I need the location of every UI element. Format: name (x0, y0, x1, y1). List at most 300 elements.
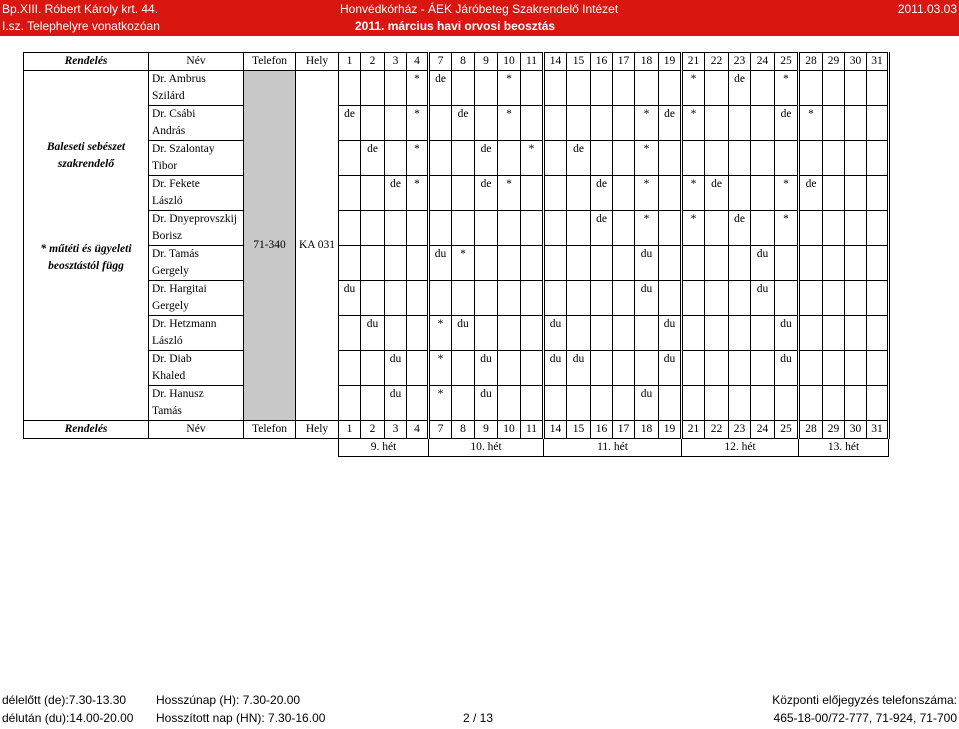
shift-cell (729, 106, 751, 124)
shift-cell: * (452, 246, 475, 264)
doctor-name: Gergely (149, 263, 244, 281)
shift-cell (613, 176, 635, 194)
shift-cell (823, 176, 845, 194)
shift-cell (544, 281, 567, 299)
shift-cell (452, 403, 475, 421)
shift-cell: * (407, 106, 429, 124)
shift-cell: du (775, 351, 799, 369)
shift-cell (498, 158, 521, 176)
shift-cell (682, 158, 705, 176)
shift-cell (475, 228, 498, 246)
header-telefon: Telefon (244, 53, 296, 71)
shift-cell (385, 158, 407, 176)
shift-cell (339, 141, 361, 159)
shift-cell (591, 158, 613, 176)
shift-cell (591, 123, 613, 141)
shift-cell (751, 351, 775, 369)
shift-cell (659, 246, 682, 264)
shift-cell (544, 141, 567, 159)
shift-cell (682, 403, 705, 421)
shift-cell (845, 333, 867, 351)
header-telefon-footer: Telefon (244, 421, 296, 439)
day-header: 30 (845, 53, 867, 71)
shift-cell (867, 368, 889, 386)
department-name: szakrendelő (57, 158, 115, 170)
shift-cell (845, 211, 867, 229)
day-header: 17 (613, 53, 635, 71)
shift-cell (659, 368, 682, 386)
shift-cell (521, 123, 544, 141)
shift-cell (867, 106, 889, 124)
shift-cell (385, 403, 407, 421)
shift-cell (823, 158, 845, 176)
shift-cell (521, 158, 544, 176)
shift-cell (452, 368, 475, 386)
shift-cell: de (799, 176, 823, 194)
shift-cell (751, 228, 775, 246)
shift-cell (823, 246, 845, 264)
week-label: 11. hét (544, 439, 682, 457)
day-header-footer: 1 (339, 421, 361, 439)
shift-cell (635, 193, 659, 211)
shift-cell (407, 228, 429, 246)
shift-cell (823, 211, 845, 229)
shift-cell (775, 228, 799, 246)
day-header: 10 (498, 53, 521, 71)
doctor-name: Dr. Fekete (149, 176, 244, 194)
shift-cell (407, 316, 429, 334)
shift-cell (567, 263, 591, 281)
shift-cell (361, 368, 385, 386)
shift-cell (452, 141, 475, 159)
shift-cell (591, 141, 613, 159)
shift-cell (544, 176, 567, 194)
day-header: 21 (682, 53, 705, 71)
shift-cell (339, 211, 361, 229)
shift-cell (729, 141, 751, 159)
shift-cell: du (659, 316, 682, 334)
doctor-name: László (149, 333, 244, 351)
shift-cell (775, 386, 799, 404)
day-header-footer: 2 (361, 421, 385, 439)
shift-cell: * (521, 141, 544, 159)
shift-cell (867, 246, 889, 264)
shift-cell (613, 403, 635, 421)
shift-cell (475, 298, 498, 316)
legend-extended-day: Hosszított nap (HN): 7.30-16.00 (156, 711, 326, 725)
shift-cell (385, 246, 407, 264)
shift-cell (521, 368, 544, 386)
shift-cell (385, 106, 407, 124)
shift-cell (823, 88, 845, 106)
legend-afternoon: délután (du):14.00-20.00 (2, 711, 134, 725)
shift-cell (845, 123, 867, 141)
shift-cell (521, 351, 544, 369)
shift-cell (867, 141, 889, 159)
shift-cell (544, 386, 567, 404)
shift-cell (751, 193, 775, 211)
shift-cell (591, 368, 613, 386)
shift-cell (823, 71, 845, 89)
shift-cell (659, 71, 682, 89)
shift-cell (429, 281, 452, 299)
shift-cell (339, 316, 361, 334)
shift-cell (475, 106, 498, 124)
shift-cell (845, 351, 867, 369)
shift-cell: * (635, 106, 659, 124)
shift-cell: de (705, 176, 729, 194)
shift-cell (751, 123, 775, 141)
shift-cell (682, 316, 705, 334)
shift-cell: * (775, 71, 799, 89)
shift-cell (775, 158, 799, 176)
shift-cell (591, 246, 613, 264)
shift-cell (475, 281, 498, 299)
shift-cell: * (407, 71, 429, 89)
shift-cell (659, 333, 682, 351)
shift-cell (385, 71, 407, 89)
shift-cell (775, 298, 799, 316)
day-header: 25 (775, 53, 799, 71)
day-header: 15 (567, 53, 591, 71)
shift-cell (867, 403, 889, 421)
shift-cell (429, 106, 452, 124)
scope: I.sz. Telephelyre vonatkozóan (2, 19, 160, 33)
shift-cell (339, 176, 361, 194)
shift-cell (361, 403, 385, 421)
shift-cell (475, 193, 498, 211)
shift-cell (823, 351, 845, 369)
shift-cell (845, 106, 867, 124)
day-header-footer: 9 (475, 421, 498, 439)
shift-cell (385, 298, 407, 316)
day-header-footer: 3 (385, 421, 407, 439)
shift-cell (845, 228, 867, 246)
shift-cell (544, 246, 567, 264)
shift-cell (751, 106, 775, 124)
day-header-footer: 11 (521, 421, 544, 439)
shift-cell (361, 158, 385, 176)
shift-cell (452, 263, 475, 281)
shift-cell (498, 351, 521, 369)
shift-cell (498, 123, 521, 141)
shift-cell (339, 228, 361, 246)
shift-cell (407, 403, 429, 421)
shift-cell (799, 228, 823, 246)
shift-cell: du (385, 351, 407, 369)
doctor-name: Khaled (149, 368, 244, 386)
shift-cell (339, 403, 361, 421)
shift-cell: du (361, 316, 385, 334)
shift-cell (498, 246, 521, 264)
shift-cell (591, 316, 613, 334)
shift-cell (339, 333, 361, 351)
shift-cell (613, 71, 635, 89)
shift-cell (429, 403, 452, 421)
shift-cell (799, 123, 823, 141)
shift-cell (475, 263, 498, 281)
shift-cell (429, 88, 452, 106)
shift-cell (361, 106, 385, 124)
shift-cell: du (475, 351, 498, 369)
shift-cell: * (429, 386, 452, 404)
week-label: 10. hét (429, 439, 544, 457)
shift-cell (845, 298, 867, 316)
day-header-footer: 4 (407, 421, 429, 439)
doctor-name: Dr. Ambrus (149, 71, 244, 89)
shift-cell: du (751, 281, 775, 299)
shift-cell (475, 403, 498, 421)
day-header: 3 (385, 53, 407, 71)
shift-cell: du (659, 351, 682, 369)
shift-cell (591, 106, 613, 124)
shift-cell (635, 298, 659, 316)
day-header-footer: 29 (823, 421, 845, 439)
shift-cell (799, 403, 823, 421)
shift-cell: de (339, 106, 361, 124)
doctor-name: László (149, 193, 244, 211)
shift-cell (705, 333, 729, 351)
shift-cell (799, 281, 823, 299)
shift-cell (475, 246, 498, 264)
shift-cell (544, 298, 567, 316)
shift-cell (591, 351, 613, 369)
shift-cell (361, 386, 385, 404)
shift-cell (429, 263, 452, 281)
shift-cell (635, 228, 659, 246)
shift-cell: du (544, 351, 567, 369)
shift-cell (845, 141, 867, 159)
shift-cell (823, 333, 845, 351)
doctor-name: Dr. Dnyeprovszkij (149, 211, 244, 229)
day-header: 22 (705, 53, 729, 71)
shift-cell (705, 71, 729, 89)
legend-long-day: Hosszúnap (H): 7.30-20.00 (156, 693, 301, 707)
shift-cell: de (729, 211, 751, 229)
shift-cell (429, 298, 452, 316)
shift-cell (521, 176, 544, 194)
shift-cell (775, 246, 799, 264)
shift-cell (567, 316, 591, 334)
shift-cell (659, 281, 682, 299)
shift-cell (659, 193, 682, 211)
shift-cell: du (567, 351, 591, 369)
shift-cell (452, 351, 475, 369)
shift-cell (823, 141, 845, 159)
schedule-note: beosztástól függ (48, 260, 124, 272)
shift-cell (659, 176, 682, 194)
shift-cell (567, 123, 591, 141)
shift-cell (385, 333, 407, 351)
shift-cell (567, 333, 591, 351)
day-header: 7 (429, 53, 452, 71)
booking-numbers: 465-18-00/72-777, 71-924, 71-700 (773, 711, 957, 725)
day-header-footer: 28 (799, 421, 823, 439)
shift-cell (751, 88, 775, 106)
department-name: Baleseti sebészet (46, 141, 126, 153)
shift-cell (635, 403, 659, 421)
shift-cell (385, 211, 407, 229)
shift-cell (452, 158, 475, 176)
shift-cell (705, 228, 729, 246)
shift-cell (452, 281, 475, 299)
shift-cell (823, 316, 845, 334)
shift-cell (775, 263, 799, 281)
header-hely: Hely (296, 53, 339, 71)
shift-cell (452, 193, 475, 211)
shift-cell (845, 316, 867, 334)
shift-cell (407, 123, 429, 141)
shift-cell (544, 228, 567, 246)
shift-cell (729, 263, 751, 281)
shift-cell (498, 316, 521, 334)
day-header-footer: 19 (659, 421, 682, 439)
shift-cell (475, 316, 498, 334)
shift-cell (613, 211, 635, 229)
shift-cell (613, 228, 635, 246)
shift-cell (635, 158, 659, 176)
header-nev: Név (149, 53, 244, 71)
shift-cell (613, 351, 635, 369)
shift-cell (567, 246, 591, 264)
shift-cell (613, 141, 635, 159)
shift-cell (682, 141, 705, 159)
shift-cell (705, 403, 729, 421)
shift-cell (613, 106, 635, 124)
shift-cell: de (591, 211, 613, 229)
day-header: 4 (407, 53, 429, 71)
shift-cell (845, 88, 867, 106)
shift-cell (867, 298, 889, 316)
shift-cell (429, 368, 452, 386)
shift-cell: de (729, 71, 751, 89)
shift-cell (705, 211, 729, 229)
shift-cell (867, 386, 889, 404)
shift-cell (705, 193, 729, 211)
shift-cell (498, 298, 521, 316)
shift-cell: de (659, 106, 682, 124)
day-header-footer: 31 (867, 421, 889, 439)
shift-cell (635, 123, 659, 141)
shift-cell (544, 368, 567, 386)
phone-number: 71-340 (253, 239, 286, 251)
shift-cell (407, 351, 429, 369)
shift-cell (751, 158, 775, 176)
header-rendeles: Rendelés (24, 53, 149, 71)
shift-cell: * (799, 106, 823, 124)
shift-cell (567, 193, 591, 211)
shift-cell (729, 351, 751, 369)
shift-cell (682, 193, 705, 211)
shift-cell (867, 263, 889, 281)
shift-cell (361, 88, 385, 106)
shift-cell (659, 386, 682, 404)
shift-cell: * (407, 176, 429, 194)
booking-label: Központi előjegyzés telefonszáma: (772, 693, 957, 707)
day-header: 2 (361, 53, 385, 71)
shift-cell (385, 141, 407, 159)
day-header-footer: 7 (429, 421, 452, 439)
shift-cell (591, 281, 613, 299)
shift-cell (361, 263, 385, 281)
shift-cell: * (429, 351, 452, 369)
shift-cell (659, 298, 682, 316)
shift-cell (385, 193, 407, 211)
shift-cell (867, 316, 889, 334)
shift-cell (682, 263, 705, 281)
shift-cell: * (682, 71, 705, 89)
shift-cell (799, 316, 823, 334)
doctor-name: Borisz (149, 228, 244, 246)
shift-cell (867, 351, 889, 369)
shift-cell (705, 263, 729, 281)
shift-cell: du (385, 386, 407, 404)
doctor-name: Tibor (149, 158, 244, 176)
shift-cell (845, 246, 867, 264)
shift-cell (775, 141, 799, 159)
shift-cell (613, 246, 635, 264)
shift-cell (544, 88, 567, 106)
shift-cell (682, 88, 705, 106)
shift-cell (729, 298, 751, 316)
shift-cell: * (635, 141, 659, 159)
shift-cell (385, 228, 407, 246)
shift-cell (659, 263, 682, 281)
shift-cell (775, 123, 799, 141)
shift-cell (567, 281, 591, 299)
doctor-name: András (149, 123, 244, 141)
shift-cell (407, 158, 429, 176)
shift-cell (682, 386, 705, 404)
shift-cell (845, 263, 867, 281)
shift-cell (659, 123, 682, 141)
shift-cell (544, 211, 567, 229)
shift-cell (659, 228, 682, 246)
shift-cell: de (452, 106, 475, 124)
shift-cell (521, 263, 544, 281)
shift-cell: * (635, 211, 659, 229)
shift-cell (475, 368, 498, 386)
shift-cell: de (567, 141, 591, 159)
schedule-note: * műtéti és ügyeleti (40, 243, 132, 255)
shift-cell (385, 368, 407, 386)
shift-cell (544, 106, 567, 124)
shift-cell (845, 193, 867, 211)
day-header-footer: 24 (751, 421, 775, 439)
shift-cell (729, 316, 751, 334)
shift-cell (407, 386, 429, 404)
shift-cell (591, 386, 613, 404)
shift-cell (407, 263, 429, 281)
shift-cell (407, 333, 429, 351)
shift-cell: * (407, 141, 429, 159)
shift-cell (567, 368, 591, 386)
day-header: 11 (521, 53, 544, 71)
shift-cell: du (339, 281, 361, 299)
shift-cell (521, 211, 544, 229)
shift-cell (729, 176, 751, 194)
shift-cell (613, 298, 635, 316)
shift-cell (635, 316, 659, 334)
shift-cell (475, 88, 498, 106)
day-header: 31 (867, 53, 889, 71)
shift-cell (429, 158, 452, 176)
shift-cell (521, 106, 544, 124)
shift-cell: de (475, 176, 498, 194)
shift-cell: * (635, 176, 659, 194)
shift-cell: * (775, 211, 799, 229)
shift-cell (751, 368, 775, 386)
